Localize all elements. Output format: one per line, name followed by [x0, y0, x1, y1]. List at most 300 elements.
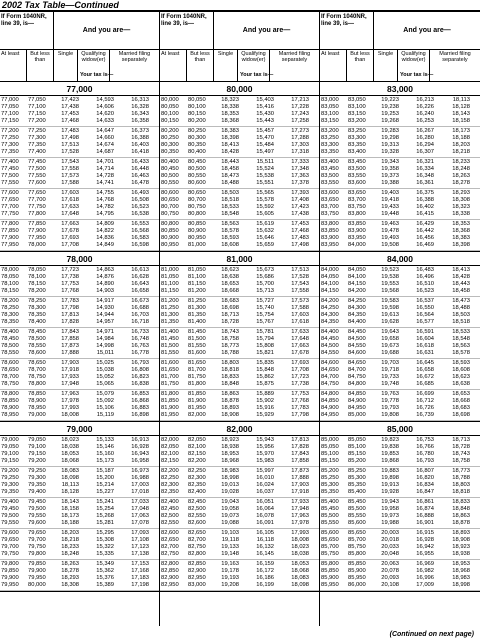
but-less-than-cell: 82,950	[188, 575, 206, 581]
but-less-than-cell: 79,450	[28, 499, 46, 505]
married-tax-cell: 16,628	[131, 274, 149, 280]
table-row	[0, 221, 159, 228]
but-less-than-cell: 77,750	[28, 204, 46, 210]
married-tax-cell: 16,313	[131, 97, 149, 103]
single-tax-cell: 18,593	[221, 235, 239, 241]
married-tax-cell: 18,893	[452, 530, 470, 536]
at-least-cell: 81,400	[161, 329, 179, 335]
but-less-than-cell: 85,350	[348, 482, 366, 488]
married-tax-cell: 16,748	[131, 336, 149, 342]
qualifying-tax-cell: 15,403	[256, 97, 274, 103]
table-row	[0, 405, 159, 412]
thousand-block	[160, 422, 319, 592]
single-tax-cell: 17,783	[61, 298, 79, 304]
at-least-cell: 78,300	[1, 312, 19, 318]
single-tax-cell: 17,993	[61, 405, 79, 411]
at-least-cell: 77,450	[1, 166, 19, 172]
table-row	[0, 513, 159, 520]
at-least-cell: 78,150	[1, 288, 19, 294]
qualifying-tax-cell: 14,620	[96, 111, 114, 117]
at-least-cell: 77,000	[1, 97, 19, 103]
at-least-cell: 82,550	[161, 520, 179, 526]
married-tax-cell: 17,633	[291, 329, 309, 335]
at-least-cell: 79,600	[1, 530, 19, 536]
table-row	[160, 142, 319, 149]
at-least-cell: 80,250	[161, 135, 179, 141]
single-tax-cell: 18,743	[221, 329, 239, 335]
table-row	[320, 329, 480, 336]
table-row	[320, 173, 480, 180]
single-tax-cell: 17,708	[61, 242, 79, 248]
qualifying-tax-cell: 14,660	[96, 135, 114, 141]
married-tax-cell: 17,213	[291, 97, 309, 103]
row-group	[320, 158, 480, 189]
single-tax-cell: 17,468	[61, 118, 79, 124]
table-row	[320, 575, 480, 582]
but-less-than-cell: 77,950	[28, 235, 46, 241]
married-tax-cell: 18,188	[452, 135, 470, 141]
but-less-than-cell: 82,500	[188, 506, 206, 512]
married-tax-cell: 16,718	[131, 319, 149, 325]
row-group	[160, 529, 319, 560]
but-less-than-cell: 84,200	[348, 288, 366, 294]
at-least-cell: 80,850	[161, 228, 179, 234]
table-row	[0, 142, 159, 149]
but-less-than-cell: 85,550	[348, 513, 366, 519]
married-tax-cell: 17,243	[291, 111, 309, 117]
table-row	[160, 398, 319, 405]
qualifying-tax-cell: 15,052	[96, 374, 114, 380]
but-less-than-cell: 79,850	[28, 561, 46, 567]
single-tax-cell: 18,758	[221, 336, 239, 342]
married-tax-cell: 16,508	[131, 197, 149, 203]
but-less-than-cell: 83,300	[348, 135, 366, 141]
table-row	[320, 221, 480, 228]
tax-table	[0, 12, 480, 626]
single-tax-cell: 18,938	[221, 444, 239, 450]
single-tax-cell: 17,483	[61, 128, 79, 134]
qualifying-tax-cell: 15,754	[256, 312, 274, 318]
but-less-than-cell: 78,100	[28, 274, 46, 280]
at-least-cell: 81,250	[161, 305, 179, 311]
qualifying-tax-cell: 16,024	[256, 482, 274, 488]
at-least-cell: 78,700	[1, 374, 19, 380]
qualifying-tax-cell: 16,496	[416, 274, 434, 280]
qualifying-tax-cell: 15,659	[256, 242, 274, 248]
single-tax-cell: 19,928	[381, 489, 399, 495]
but-less-than-cell: 82,550	[188, 513, 206, 519]
at-least-cell: 83,850	[321, 228, 339, 234]
married-tax-cell: 16,703	[131, 312, 149, 318]
married-tax-cell: 16,613	[131, 267, 149, 273]
table-row	[0, 228, 159, 235]
qualifying-tax-cell: 15,376	[96, 575, 114, 581]
table-row	[320, 568, 480, 575]
table-row	[0, 458, 159, 465]
single-tax-cell: 17,678	[61, 228, 79, 234]
single-tax-cell: 19,118	[221, 537, 239, 543]
at-least-cell: 82,750	[161, 551, 179, 557]
row-group	[160, 266, 319, 297]
but-less-than-cell: 81,250	[188, 298, 206, 304]
table-row	[320, 444, 480, 451]
single-tax-cell: 20,108	[381, 582, 399, 588]
table-row	[320, 412, 480, 419]
but-less-than-label: But less than	[187, 50, 214, 81]
but-less-than-cell: 81,500	[188, 336, 206, 342]
table-row	[320, 204, 480, 211]
but-less-than-cell: 81,050	[188, 267, 206, 273]
qualifying-tax-cell: 15,956	[256, 444, 274, 450]
but-less-than-cell: 80,400	[188, 149, 206, 155]
single-tax-cell: 19,613	[381, 312, 399, 318]
qualifying-tax-cell: 15,065	[96, 381, 114, 387]
table-row	[0, 190, 159, 197]
at-least-cell: 81,650	[161, 367, 179, 373]
but-less-than-cell: 84,600	[348, 350, 366, 356]
qualifying-tax-cell: 15,700	[256, 281, 274, 287]
table-row	[0, 118, 159, 125]
qualifying-tax-cell: 16,132	[256, 544, 274, 550]
thousand-block	[0, 252, 159, 422]
at-least-cell: 77,850	[1, 228, 19, 234]
at-least-cell: 80,900	[161, 235, 179, 241]
single-tax-cell: 18,143	[61, 499, 79, 505]
married-tax-cell: 18,818	[452, 489, 470, 495]
qualifying-tax-cell: 15,349	[96, 561, 114, 567]
single-tax-cell: 19,898	[381, 475, 399, 481]
but-less-than-cell: 80,450	[188, 159, 206, 165]
qualifying-tax-cell: 16,577	[416, 319, 434, 325]
table-row	[160, 360, 319, 367]
but-less-than-cell: 85,150	[348, 451, 366, 457]
qualifying-tax-cell: 15,578	[256, 197, 274, 203]
qualifying-tax-cell: 15,983	[256, 458, 274, 464]
but-less-than-cell: 81,000	[188, 242, 206, 248]
income-header: If Form 1040NR, line 39, is—	[0, 12, 54, 49]
married-tax-cell: 16,733	[131, 329, 149, 335]
married-tax-cell: 17,663	[291, 343, 309, 349]
qualifying-tax-cell: 14,714	[96, 166, 114, 172]
qualifying-tax-cell: 14,971	[96, 329, 114, 335]
qualifying-tax-cell: 15,106	[96, 405, 114, 411]
qualifying-tax-cell: 16,118	[256, 537, 274, 543]
married-tax-cell: 17,738	[291, 381, 309, 387]
single-tax-cell: 18,533	[221, 204, 239, 210]
status-header: And you are—	[82, 27, 131, 34]
qualifying-tax-cell: 14,876	[96, 274, 114, 280]
block-heading: 79,000	[0, 422, 159, 436]
single-tax-cell: 17,543	[61, 159, 79, 165]
qualifying-tax-cell: 15,497	[256, 149, 274, 155]
qualifying-tax-cell: 16,442	[416, 228, 434, 234]
married-tax-cell: 18,698	[452, 412, 470, 418]
at-least-cell: 84,150	[321, 288, 339, 294]
but-less-than-cell: 82,400	[188, 489, 206, 495]
table-row	[0, 336, 159, 343]
single-tax-cell: 17,828	[61, 319, 79, 325]
but-less-than-cell: 78,000	[28, 242, 46, 248]
but-less-than-cell: 77,300	[28, 135, 46, 141]
table-row	[0, 482, 159, 489]
table-row	[160, 374, 319, 381]
qualifying-tax-cell: 15,335	[96, 551, 114, 557]
at-least-cell: 85,150	[321, 458, 339, 464]
single-tax-cell: 17,663	[61, 221, 79, 227]
table-row	[160, 204, 319, 211]
but-less-than-cell: 77,700	[28, 197, 46, 203]
block-heading: 78,000	[0, 252, 159, 266]
but-less-than-cell: 79,550	[28, 513, 46, 519]
but-less-than-cell: 84,900	[348, 398, 366, 404]
table-row	[320, 561, 480, 568]
table-row	[160, 575, 319, 582]
at-least-cell: 81,600	[161, 360, 179, 366]
qualifying-tax-cell: 16,483	[416, 267, 434, 273]
qualifying-tax-cell: 14,836	[96, 235, 114, 241]
married-tax-cell: 18,323	[452, 204, 470, 210]
at-least-cell: 84,000	[321, 267, 339, 273]
row-group	[0, 529, 159, 560]
married-tax-cell: 17,573	[291, 298, 309, 304]
at-least-cell: 83,950	[321, 242, 339, 248]
at-least-cell: 82,050	[161, 444, 179, 450]
at-least-cell: 85,800	[321, 561, 339, 567]
qualifying-tax-cell: 16,982	[416, 568, 434, 574]
qualifying-tax-cell: 14,984	[96, 336, 114, 342]
qualifying-tax-cell: 14,782	[96, 204, 114, 210]
but-less-than-cell: 80,850	[188, 221, 206, 227]
row-group	[0, 266, 159, 297]
at-least-cell: 81,000	[161, 267, 179, 273]
qualifying-tax-cell: 16,807	[416, 468, 434, 474]
column-header	[160, 12, 319, 50]
at-least-cell: 78,950	[1, 412, 19, 418]
qualifying-tax-cell: 14,957	[96, 319, 114, 325]
married-tax-cell: 18,083	[291, 575, 309, 581]
at-least-cell: 77,350	[1, 149, 19, 155]
qualifying-tax-cell: 15,254	[96, 506, 114, 512]
at-least-cell: 85,950	[321, 582, 339, 588]
married-tax-cell: 17,528	[291, 274, 309, 280]
married-tax-cell: 18,803	[452, 482, 470, 488]
at-least-cell: 84,650	[321, 367, 339, 373]
table-row	[160, 537, 319, 544]
married-tax-cell: 17,873	[291, 468, 309, 474]
row-group	[320, 560, 480, 591]
qualifying-tax-cell: 16,078	[256, 513, 274, 519]
but-less-than-cell: 83,600	[348, 180, 366, 186]
qualifying-tax-cell: 14,687	[96, 149, 114, 155]
married-tax-cell: 18,278	[452, 180, 470, 186]
but-less-than-cell: 78,400	[28, 319, 46, 325]
qualifying-tax-cell: 15,632	[256, 228, 274, 234]
table-row	[0, 367, 159, 374]
but-less-than-cell: 81,850	[188, 391, 206, 397]
single-tax-cell: 17,738	[61, 274, 79, 280]
married-tax-cell: 18,233	[452, 159, 470, 165]
single-tax-cell: 19,058	[221, 506, 239, 512]
single-tax-cell: 19,838	[381, 444, 399, 450]
table-row	[320, 267, 480, 274]
married-tax-cell: 17,348	[291, 166, 309, 172]
married-tax-cell: 17,288	[291, 135, 309, 141]
single-tax-cell: 18,323	[221, 97, 239, 103]
qualifying-tax-cell: 15,389	[96, 582, 114, 588]
at-least-cell: 78,800	[1, 391, 19, 397]
at-least-cell: 81,700	[161, 374, 179, 380]
single-tax-cell: 19,703	[381, 360, 399, 366]
qualifying-tax-cell: 15,281	[96, 520, 114, 526]
at-least-cell: 84,800	[321, 391, 339, 397]
single-tax-cell: 17,513	[61, 142, 79, 148]
qualifying-tax-cell: 15,565	[256, 190, 274, 196]
but-less-than-cell: 82,200	[188, 458, 206, 464]
at-least-cell: 78,250	[1, 305, 19, 311]
single-tax-cell: 17,528	[61, 149, 79, 155]
married-tax-cell: 18,113	[452, 97, 470, 103]
at-least-cell: 77,750	[1, 211, 19, 217]
qualifying-tax-cell: 16,064	[256, 506, 274, 512]
at-least-cell: 85,550	[321, 520, 339, 526]
qualifying-tax-cell: 14,741	[96, 180, 114, 186]
but-less-than-cell: 84,800	[348, 381, 366, 387]
at-least-cell: 78,900	[1, 405, 19, 411]
at-least-cell: 78,450	[1, 336, 19, 342]
married-tax-cell: 18,428	[452, 274, 470, 280]
qualifying-tax-cell: 16,874	[416, 506, 434, 512]
single-tax-cell: 19,658	[381, 336, 399, 342]
single-tax-cell: 18,308	[61, 582, 79, 588]
qualifying-tax-cell: 16,861	[416, 499, 434, 505]
at-least-cell: 80,150	[161, 118, 179, 124]
married-tax-cell: 18,758	[452, 458, 470, 464]
at-least-cell: 81,350	[161, 319, 179, 325]
table-row	[320, 281, 480, 288]
row-group	[320, 390, 480, 421]
single-tax-cell: 18,908	[221, 412, 239, 418]
married-tax-cell: 18,953	[452, 561, 470, 567]
married-tax-cell: 16,913	[131, 437, 149, 443]
married-tax-cell: 17,648	[291, 336, 309, 342]
table-row	[160, 104, 319, 111]
married-tax-cell: 18,728	[452, 444, 470, 450]
your-tax-label: Your tax is—	[240, 72, 274, 78]
married-tax-cell: 17,963	[291, 513, 309, 519]
but-less-than-cell: 84,550	[348, 343, 366, 349]
qualifying-tax-cell: 16,699	[416, 391, 434, 397]
table-row	[320, 506, 480, 513]
married-tax-cell: 17,168	[131, 568, 149, 574]
single-tax-cell: 17,948	[61, 381, 79, 387]
but-less-than-cell: 85,650	[348, 530, 366, 536]
at-least-cell: 77,200	[1, 128, 19, 134]
but-less-than-cell: 85,500	[348, 506, 366, 512]
married-tax-cell: 18,353	[452, 221, 470, 227]
single-tax-cell: 19,328	[381, 149, 399, 155]
qualifying-tax-cell: 16,469	[416, 242, 434, 248]
single-tax-cell: 20,078	[381, 568, 399, 574]
single-tax-cell: 18,668	[221, 288, 239, 294]
at-least-cell: 77,600	[1, 190, 19, 196]
single-tax-cell: 17,753	[61, 281, 79, 287]
row-group	[160, 220, 319, 251]
at-least-cell: 79,250	[1, 475, 19, 481]
at-least-cell: 83,150	[321, 118, 339, 124]
row-group	[0, 467, 159, 498]
table-row	[160, 451, 319, 458]
but-less-than-cell: 78,850	[28, 391, 46, 397]
but-less-than-cell: 80,100	[188, 104, 206, 110]
married-tax-cell: 18,158	[452, 118, 470, 124]
qualifying-tax-cell: 16,510	[416, 281, 434, 287]
qualifying-tax-cell: 16,645	[416, 360, 434, 366]
table-row	[320, 381, 480, 388]
single-tax-cell: 19,793	[381, 405, 399, 411]
at-least-label: At least	[160, 50, 187, 81]
at-least-cell: 82,000	[161, 437, 179, 443]
qualifying-tax-cell: 17,009	[416, 582, 434, 588]
at-least-cell: 80,800	[161, 221, 179, 227]
single-tax-cell: 17,618	[61, 197, 79, 203]
single-tax-cell: 18,413	[221, 142, 239, 148]
at-least-cell: 77,400	[1, 159, 19, 165]
single-tax-cell: 19,013	[221, 482, 239, 488]
table-row	[160, 551, 319, 558]
but-less-than-cell: 78,200	[28, 288, 46, 294]
married-tax-cell: 18,338	[452, 211, 470, 217]
single-tax-cell: 18,248	[61, 551, 79, 557]
married-tax-cell: 17,078	[131, 520, 149, 526]
qualifying-tax-cell: 16,375	[416, 190, 434, 196]
at-least-cell: 79,300	[1, 482, 19, 488]
but-less-than-cell: 83,850	[348, 221, 366, 227]
single-tax-cell: 19,088	[221, 520, 239, 526]
single-tax-cell: 18,893	[221, 405, 239, 411]
married-tax-cell: 18,293	[452, 190, 470, 196]
single-tax-cell: 18,338	[221, 104, 239, 110]
single-tax-cell: 19,568	[381, 288, 399, 294]
at-least-cell: 80,000	[161, 97, 179, 103]
married-tax-cell: 17,993	[291, 530, 309, 536]
table-row	[320, 398, 480, 405]
married-tax-cell: 18,908	[452, 537, 470, 543]
single-tax-cell: 18,188	[61, 520, 79, 526]
single-tax-cell: 18,278	[61, 568, 79, 574]
single-tax-cell: 18,638	[221, 274, 239, 280]
at-least-cell: 80,050	[161, 104, 179, 110]
married-tax-cell: 18,788	[452, 475, 470, 481]
table-row	[160, 97, 319, 104]
married-tax-cell: 16,523	[131, 204, 149, 210]
single-tax-cell: 19,823	[381, 437, 399, 443]
at-least-cell: 83,900	[321, 235, 339, 241]
married-tax-cell: 16,328	[131, 104, 149, 110]
at-least-cell: 85,000	[321, 437, 339, 443]
qualifying-tax-cell: 15,916	[256, 405, 274, 411]
table-row	[0, 211, 159, 218]
status-header: And you are—	[403, 27, 451, 34]
qualifying-tax-cell: 16,712	[416, 398, 434, 404]
single-tax-cell: 19,913	[381, 482, 399, 488]
but-less-than-cell: 85,700	[348, 537, 366, 543]
table-row	[0, 104, 159, 111]
married-tax-cell: 18,608	[452, 367, 470, 373]
but-less-than-cell: 85,050	[348, 437, 366, 443]
married-tax-cell: 17,933	[291, 499, 309, 505]
qualifying-tax-cell: 15,160	[96, 451, 114, 457]
block-heading: 77,000	[0, 82, 159, 96]
